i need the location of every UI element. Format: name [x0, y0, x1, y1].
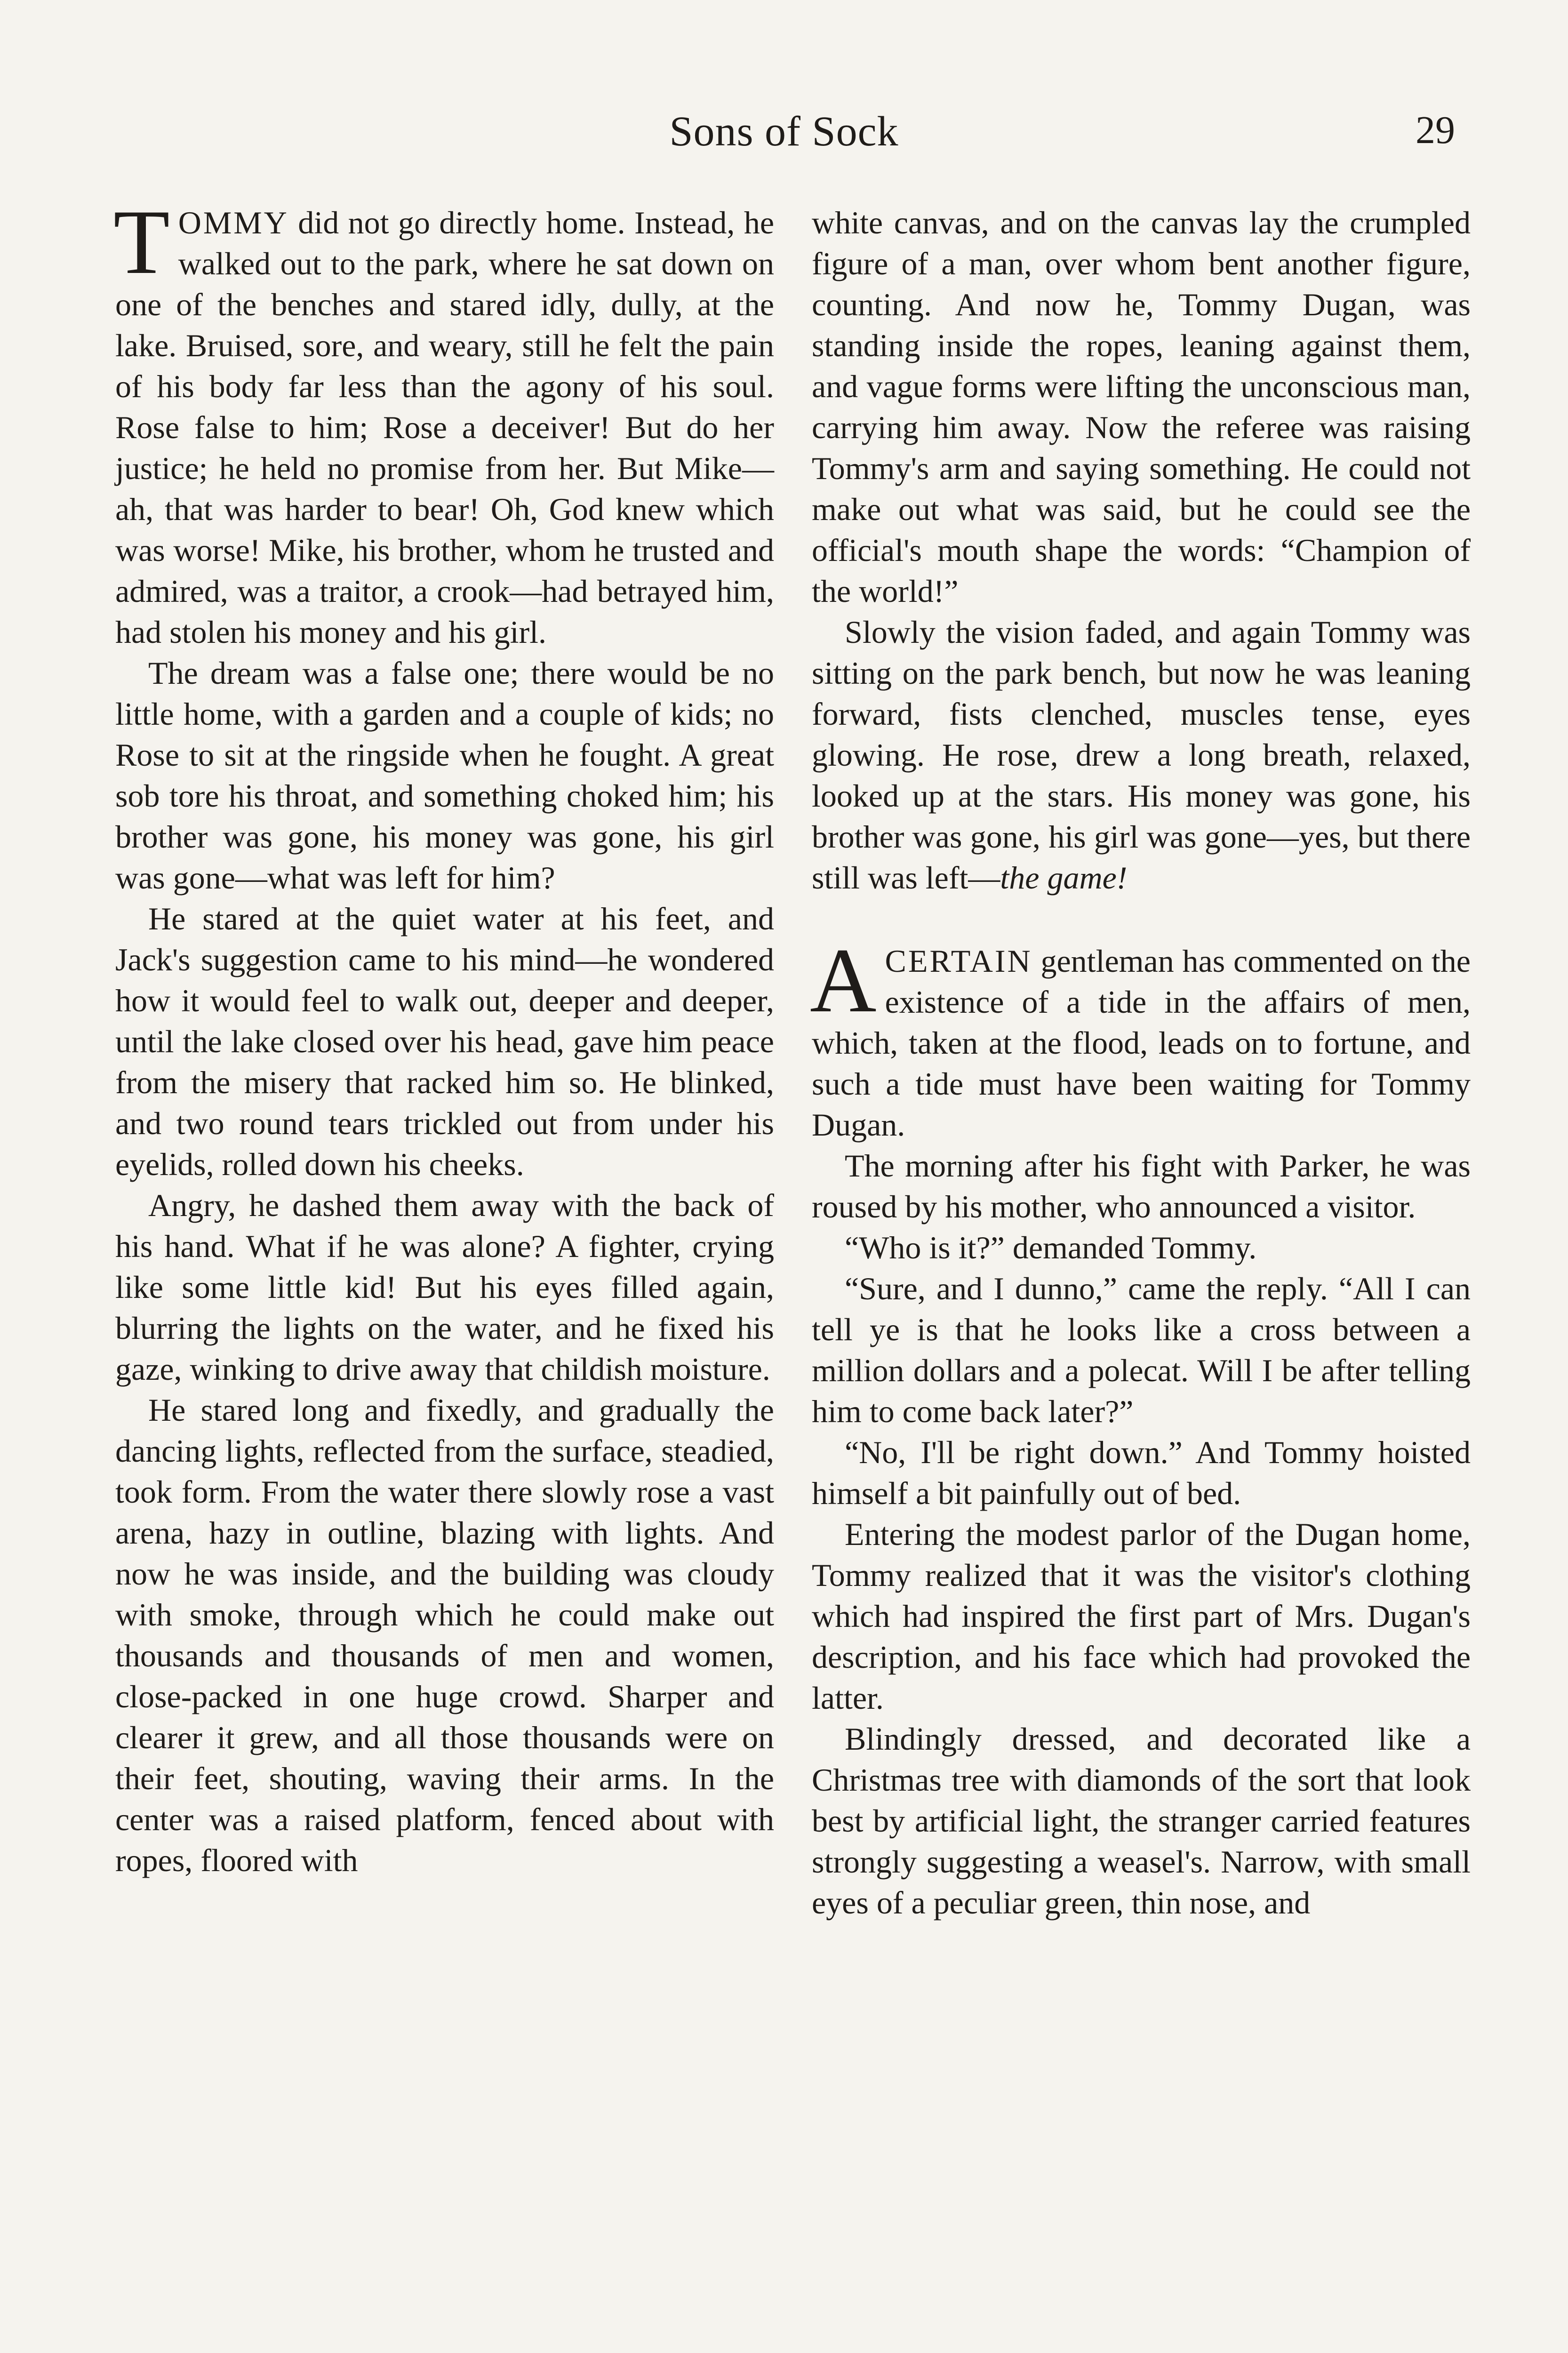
paragraph: [810, 929, 1471, 1145]
italic-phrase: the game!: [1000, 860, 1128, 896]
drop-cap: T: [113, 191, 170, 293]
paragraph-text: did not go directly home. Instead, he walked out to the park, where he sat down on one of the benches and stared idly, dully, at the lake. Bruised, sore, and weary, still he felt the pain of his body far less than the agony of his soul. Rose false to him; Rose a deceiver! But do her justice; he held no promise from her. But Mike—ah, that was harder to bear! Oh, God knew which was worse! Mike, his brother, whom he trusted and admired, was a traitor, a crook—had betrayed him, had stolen his money and his girl.: [115, 205, 774, 650]
paragraph: [812, 612, 1471, 898]
paragraph-text: gentleman has commented on the existence of a tide in the affairs of men, which, taken at the flood, leads on to fortune, and such a tide must have been waiting for Tommy Dugan.: [812, 943, 1471, 1143]
paragraph: “Who is it?” demanded Tommy.: [845, 1230, 1257, 1265]
paragraph: The dream was a false one; there would be no little home, with a garden and a couple of kids; no Rose to sit at the ringside when he fought. A great sob tore his throat, and something choked him; his brother was gone, his money was gone, his girl was gone—what was left for him?: [115, 655, 774, 896]
paragraph: Angry, he dashed them away with the back of his hand. What if he was alone? A fighter, crying like some little kid! But his eyes filled again, blurring the lights on the water, and he fixed his gaze, winking to drive away that childish moisture.: [115, 1187, 774, 1387]
lead-in-caps: CERTAIN: [885, 943, 1032, 979]
drop-cap: A: [810, 929, 877, 1032]
paragraph: Blindingly dressed, and decorated like a Christmas tree with diamonds of the sort that look best by artificial light, the stranger carried features strongly suggesting a weasel's. Narrow, with small eyes of a peculiar green, thin nose, and: [812, 1721, 1471, 1921]
right-column: [812, 202, 1471, 1923]
paragraph: The morning after his fight with Parker, he was roused by his mother, who announced a visitor.: [812, 1148, 1471, 1225]
paragraph: “No, I'll be right down.” And Tommy hoisted himself a bit painfully out of bed.: [812, 1434, 1471, 1511]
paragraph-text: Slowly the vision faded, and again Tommy was sitting on the park bench, but now he was leaning forward, fists clenched, muscles tense, eyes glowing. He rose, drew a long breath, relaxed, looked up at the stars. His money was gone, his brother was gone, his girl was gone—yes, but there still was left—: [812, 614, 1471, 896]
paragraph: “Sure, and I dunno,” came the reply. “All I can tell ye is that he looks like a cross between a million dollars and a polecat. Will I be after telling him to come back later?”: [812, 1271, 1471, 1429]
paragraph: white canvas, and on the canvas lay the crumpled figure of a man, over whom bent another figure, counting. And now he, Tommy Dugan, was standing inside the ropes, leaning against them, and vague forms were lifting the unconscious man, carrying him away. Now the referee was raising Tommy's arm and saying something. He could not make out what was said, but he could see the official's mouth shape the words: “Champion of the world!”: [812, 205, 1471, 609]
running-title: Sons of Sock: [669, 108, 899, 155]
lead-in-caps: OMMY: [178, 205, 289, 240]
running-header: [113, 107, 1455, 168]
page-number: 29: [1416, 108, 1455, 152]
paragraph: Entering the modest parlor of the Dugan home, Tommy realized that it was the visitor's clothing which had inspired the first part of Mrs. Dugan's description, and his face which had provoked the latter.: [812, 1516, 1471, 1716]
left-column: [113, 191, 774, 1881]
paragraph: He stared at the quiet water at his feet, and Jack's suggestion came to his mind—he wondered how it would feel to walk out, deeper and deeper, until the lake closed over his head, gave him peace from the misery that racked him so. He blinked, and two round tears trickled out from under his eyelids, rolled down his cheeks.: [115, 901, 774, 1182]
paragraph: [113, 191, 774, 653]
paragraph: He stared long and fixedly, and gradually the dancing lights, reflected from the surface, steadied, took form. From the water there slowly rose a vast arena, hazy in outline, blazing with lights. And now he was inside, and the building was cloudy with smoke, through which he could make out thousands and thousands of men and women, close-packed in one huge crowd. Sharper and clearer it grew, and all those thousands were on their feet, shouting, waving their arms. In the center was a raised platform, fenced about with ropes, floored with: [115, 1392, 774, 1878]
